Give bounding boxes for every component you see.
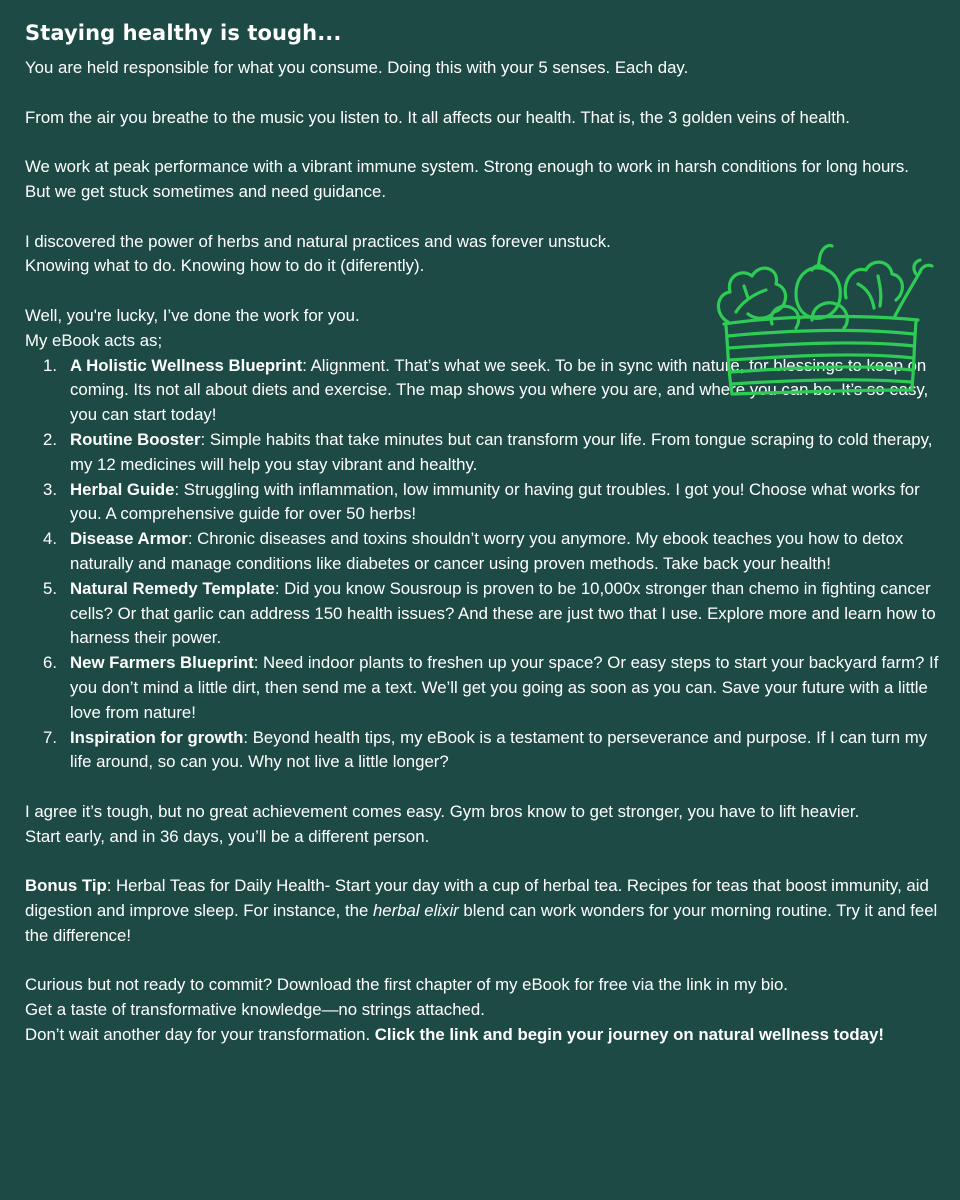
cabbage-vein (858, 284, 874, 308)
list-item (43, 651, 940, 725)
crate-slat-1 (728, 330, 914, 336)
feature-text: : Beyond health tips, my eBook is a testament to perseverance and purpose. If I can turn my life around, so can you. Why not live a little longer? (70, 727, 928, 772)
lettuce-vein-2 (744, 286, 748, 298)
feature-text: : Did you know Sousroup is proven to be 10,000x stronger than chemo in fighting cancer cells? Or that garlic can address 150 health issues? And these are just two that I use. Explore more and learn how to harness their power. (70, 578, 936, 648)
intro-paragraph-3b: But we get stuck sometimes and need guidance. (25, 181, 387, 201)
feature-title: Disease Armor (70, 529, 188, 549)
intro-paragraph-3: We work at peak performance with a vibrant immune system. Strong enough to work in harsh conditions for long hours. (25, 157, 909, 177)
carrot-top (920, 265, 932, 272)
feature-text: : Need indoor plants to freshen up your space? Or easy steps to start your backyard farm? If you don’t mind a little dirt, then send me a text. We’ll get you going as soon as you can. Save your future with a little love from nature! (70, 653, 939, 722)
list-number: 5. (43, 578, 57, 598)
feature-title: Natural Remedy Template (70, 578, 275, 598)
post-content (25, 18, 940, 1048)
bonus-text-before: : Herbal Teas for Daily Health- Start your day with a cup of herbal tea. Recipes for teas that boost immunity, aid digestion and improve sleep. For instance, the (25, 876, 929, 921)
list-item (43, 527, 940, 577)
crate-slat-4 (730, 367, 912, 372)
bonus-emphasis: herbal elixir (372, 901, 459, 921)
intro-paragraph-1: You are held responsible for what you consume. Doing this with your 5 senses. Each day. (25, 58, 689, 77)
list-number: 4. (43, 529, 57, 549)
list-item (43, 478, 940, 528)
cta-text: Don’t wait another day for your transformation. (25, 1025, 375, 1045)
list-number: 7. (43, 727, 57, 747)
list-number: 6. (43, 653, 57, 673)
bonus-label: Bonus Tip (25, 876, 107, 896)
crate-slat-5 (732, 380, 912, 384)
list-item (43, 577, 940, 651)
vegetable-crate-icon (708, 228, 938, 400)
bonus-tip (25, 874, 940, 948)
closing-paragraph-b: Start early, and in 36 days, you’ll be a different person. (25, 826, 430, 846)
tomato-shape (796, 268, 840, 319)
feature-title: Inspiration for growth (70, 727, 244, 747)
list-item (43, 428, 940, 478)
intro-paragraph-4: I discovered the power of herbs and natural practices and was forever unstuck. (25, 231, 611, 251)
cta-paragraph-2: Get a taste of transformative knowledge—no strings attached. (25, 1000, 485, 1020)
feature-list (25, 354, 940, 776)
intro-paragraph-5b: My eBook acts as; (25, 330, 163, 350)
cta-paragraph-1: Curious but not ready to commit? Download the first chapter of my eBook for free via the link in my bio. (25, 975, 788, 995)
list-number: 1. (43, 355, 57, 375)
cta-bold-link-text: Click the link and begin your journey on natural wellness today! (374, 1025, 884, 1045)
feature-text: : Struggling with inflammation, low immunity or having gut troubles. I got you! Choose what works for you. A comprehensive guide for over 50 herbs! (70, 479, 920, 524)
feature-text: : Chronic diseases and toxins shouldn’t worry you anymore. My ebook teaches you how to detox naturally and manage conditions like diabetes or cancer using proven methods. Take back your health! (70, 529, 904, 573)
feature-text: : Simple habits that take minutes but can transform your life. From tongue scraping to cold therapy, my 12 medicines will help you stay vibrant and healthy. (70, 429, 933, 474)
intro-paragraph-2: From the air you breathe to the music you listen to. It all affects our health. That is, the 3 golden veins of health. (25, 107, 850, 127)
feature-text: : Alignment. That’s what we seek. To be in sync with nature, for blessings to keep on coming. Its not all about diets and exercise. The map shows you where you are, and where you can be. It’s so easy, you can start today! (70, 355, 929, 425)
intro-paragraph-5: Well, you're lucky, I’ve done the work for you. (25, 305, 360, 325)
closing-paragraph: I agree it’s tough, but no great achievement comes easy. Gym bros know to get stronger, you have to lift heavier. (25, 801, 860, 821)
crate-bottom (732, 390, 912, 394)
feature-title: Herbal Guide (70, 479, 175, 499)
list-number: 3. (43, 479, 57, 499)
crate-right-side (912, 322, 916, 388)
list-item (43, 726, 940, 776)
page-title: Staying healthy is tough... (25, 21, 342, 45)
crate-slat-2 (728, 343, 914, 348)
feature-title: A Holistic Wellness Blueprint (70, 355, 303, 375)
list-number: 2. (43, 429, 57, 449)
cta-paragraph-3 (25, 1023, 940, 1048)
intro-paragraph-4b: Knowing what to do. Knowing how to do it (diferently). (25, 256, 425, 276)
cabbage-shape (845, 262, 902, 300)
bonus-text-after: blend can work wonders for your morning routine. Try it and feel the difference! (25, 901, 938, 945)
crate-slat-3 (730, 355, 914, 360)
feature-title: Routine Booster (70, 429, 201, 449)
carrot-shape (894, 272, 920, 318)
lettuce-vein (736, 290, 766, 312)
post-body (25, 56, 940, 1048)
feature-title: New Farmers Blueprint (70, 653, 254, 673)
cabbage-vein-2 (878, 276, 881, 306)
